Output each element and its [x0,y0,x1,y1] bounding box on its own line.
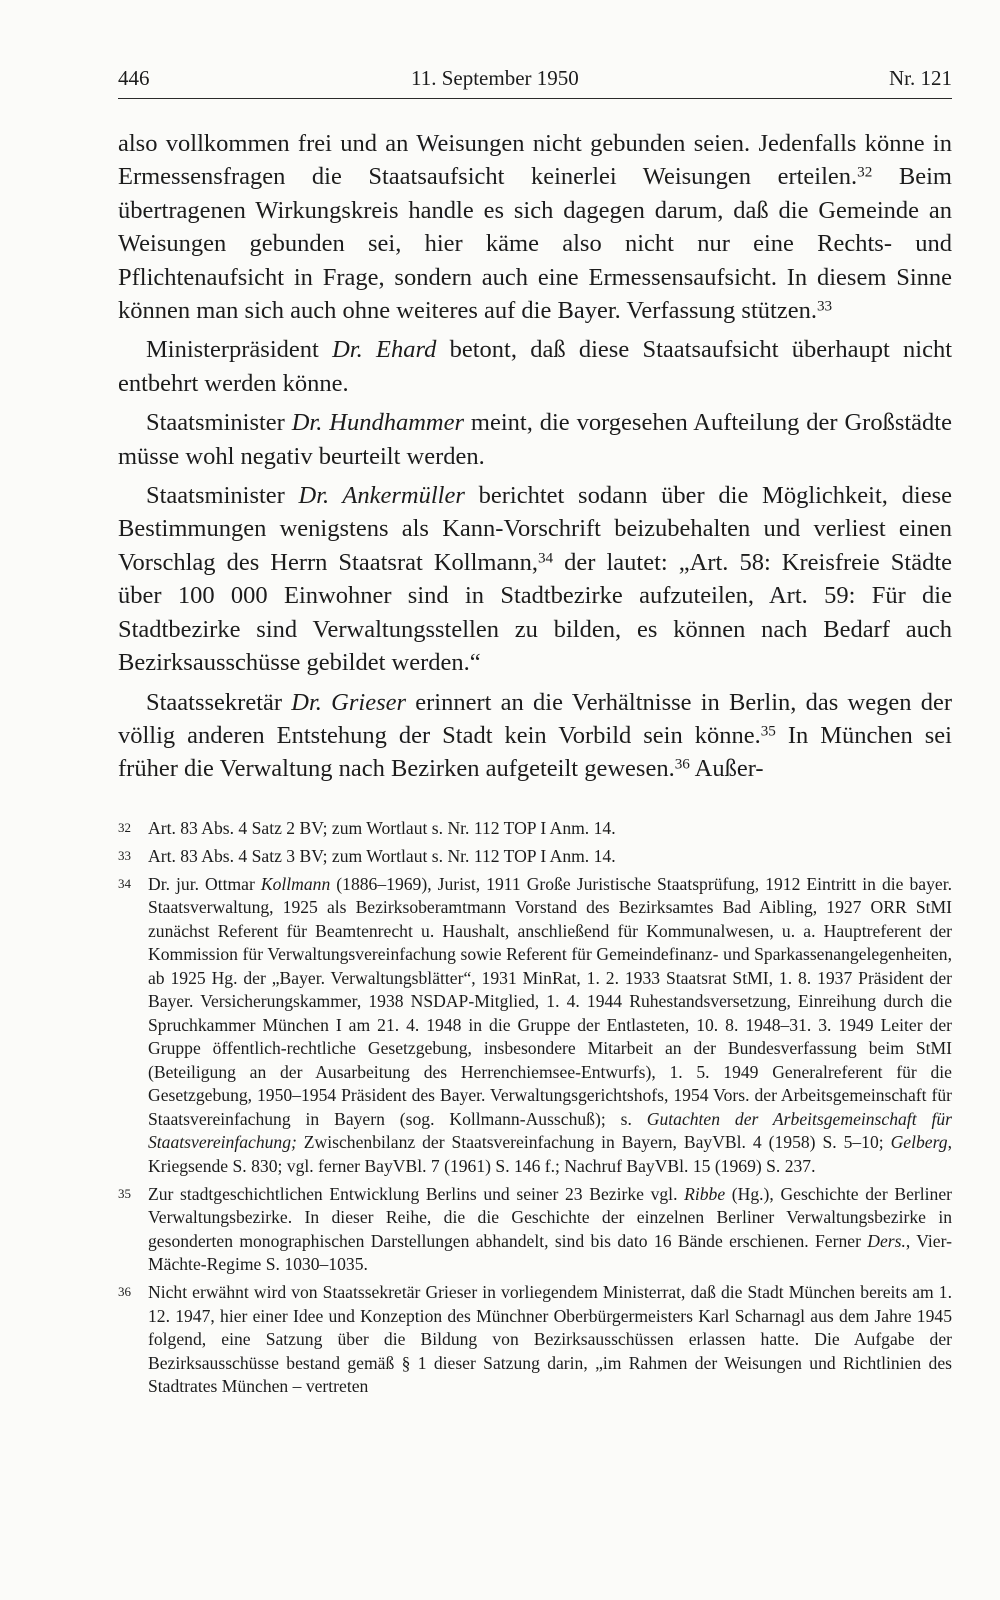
footnote-text: Art. 83 Abs. 4 Satz 3 BV; zum Wortlaut s. Nr. 112 TOP I Anm. 14. [148,845,616,866]
speaker-name: Dr. Grieser [291,688,407,716]
footnote-36 [118,1281,952,1399]
text-run: Beim übertragenen Wirkungskreis handle es sich dagegen darum, daß die Gemeinde an Weisungen gebunden sei, hier käme also nicht nur eine Rechts- und Pflichtenaufsicht in Frage, sondern auch eine Ermessensaufsicht. In diesem Sinne können man sich auch ohne weiteres auf die Bayer. Verfassung stützen. [118,163,952,325]
text-run: berichtet sodann über die Möglichkeit, diese Bestimmungen wenigstens als Kann-Vorschrift beizubehalten und verliest einen Vorschlag des Herrn Staatsrat Kollmann, [118,482,952,576]
text-run: In München sei früher die Verwaltung nach Bezirken aufgeteilt gewesen. [118,721,952,783]
paragraph-1 [118,127,952,327]
paragraph-5 [118,686,952,786]
text-run: meint, die vorgesehen Aufteilung der Großstädte müsse wohl negativ beurteilt werden. [118,409,952,470]
paragraph-2 [118,333,952,400]
footnote-text: , Kriegsende S. 830; vgl. ferner BayVBl. 7 (1961) S. 146 f.; Nachruf BayVBl. 15 (1969) S. 237. [148,1132,952,1176]
footnote-number: 36 [118,1284,131,1300]
document-number: Nr. 121 [889,66,952,90]
footnote-ref-33[interactable]: 33 [816,297,833,315]
publication-title: Gutachten der Arbeitsgemeinschaft für Staatsvereinfachung; [148,1108,953,1153]
text-run: erinnert an die Verhältnisse in Berlin, das wegen der völlig anderen Entstehung der Stadt kein Vorbild sein könne. [118,688,952,749]
footnote-text: Nicht erwähnt wird von Staatssekretär Grieser in vorliegendem Ministerrat, daß die Stadt München bereits am 1. 12. 1947, hier einer Idee und Konzeption des Münchner Oberbürgermeisters Karl Scharnagl aus dem Jahre 1945 folgend, eine Satzung über die Bildung von Bezirksausschüssen erlassen hatte. Die Aufgabe der Bezirksausschüsse bestand gemäß § 1 dieser Satzung darin, „im Rahmen der Weisungen und Richtlinien des Stadtrates München – vertreten [148,1282,952,1397]
footnote-35 [118,1183,952,1277]
footnote-33 [118,845,952,869]
footnote-number: 32 [118,820,131,835]
footnote-ref-32[interactable]: 32 [857,163,873,181]
paragraph-4 [118,479,952,679]
running-header [118,64,952,99]
page [118,64,952,792]
footnote-34 [118,873,952,1179]
text-run: Staatsminister [146,482,299,510]
footnote-ref-35[interactable]: 35 [760,722,776,740]
text-run: Ministerpräsident [146,336,333,364]
footnote-32 [118,817,952,841]
text-run: also vollkommen frei und an Weisungen nicht gebunden seien. Jedenfalls könne in Ermessensfragen die Staatsaufsicht keinerlei Weisungen erteilen. [118,130,952,191]
footnote-text: Zwischenbilanz der Staatsvereinfachung in Bayern, BayVBl. 4 (1958) S. 5–10; [296,1132,891,1153]
footnote-text: Art. 83 Abs. 4 Satz 2 BV; zum Wortlaut s. Nr. 112 TOP I Anm. 14. [148,818,616,838]
footnote-text: , Vier-Mächte-Regime S. 1030–1035. [148,1230,952,1275]
footnote-number: 34 [118,875,131,891]
page-number: 446 [118,66,150,90]
footnote-ref-36[interactable]: 36 [674,755,690,773]
footnote-text: (1886–1969), Jurist, 1911 Große Juristische Staatsprüfung, 1912 Eintritt in die bayer. Staatsverwaltung, 1925 als Bezirksoberamtmann Vorstand des Bezirksamtes Bad Aibling, 1927 ORR StMI zunächst Referent für Beamtenrecht u. Haushalt, anschließend für Kommunalwesen, u. a. Hauptreferent der Kommission für Verwaltungsvereinfachung sowie Referent für Gemeindefinanz- und Sparkassenangelegenheiten, ab 1925 Hg. der „Bayer. Verwaltungsblätter“, 1931 MinRat, 1. 2. 1933 Staatsrat StMI, 1. 8. 1937 Präsident der Bayer. Versicherungskammer, 1938 NSDAP-Mitglied, 1. 4. 1944 Ruhestandsversetzung, Einreihung durch die Spruchkammer München I am 21. 4. 1948 in die Gruppe der Entlasteten, 10. 8. 1948–31. 3. 1949 Leiter der Gruppe öffentlich-rechtliche Gesetzgebung, insbesondere Mitarbeit an der Bundesverfassung beim StMI (Beteiligung an der Ausarbeitung des Herrenchiemsee-Entwurfs), 1. 5. 1949 Generalreferent für die Gesetzgebung, 1950–1954 Präsident des Bayer. Verwaltungsgerichtshofs, 1954 Vors. der Arbeitsgemeinschaft für Staatsvereinfachung in Bayern (sog. Kollmann-Ausschuß); s. [148,873,952,1129]
text-run: Staatsminister [146,409,292,437]
author-abbrev: Ders. [867,1230,906,1251]
text-run: Staatssekretär [146,688,292,716]
speaker-name: Dr. Hundhammer [291,409,465,437]
author-name: Ribbe [684,1183,726,1204]
text-run: der lautet: „Art. 58: Kreisfreie Städte über 100 000 Einwohner sind in Stadtbezirke aufzuteilen, Art. 59: Für die Stadtbezirke sind Verwaltungsstellen zu bilden, es können nach Bedarf auch Bezirksausschüsse gebildet werden.“ [118,548,952,677]
footnote-text: Zur stadtgeschichtlichen Entwicklung Berlins und seiner 23 Bezirke vgl. [148,1183,685,1204]
footnote-number: 35 [118,1185,131,1201]
text-run: betont, daß diese Staatsaufsicht überhaupt nicht entbehrt werden könne. [118,336,953,397]
header-date: 11. September 1950 [411,66,579,90]
speaker-name: Dr. Ehard [332,336,437,364]
footnote-ref-34[interactable]: 34 [537,549,554,567]
speaker-name: Dr. Ankermüller [298,482,465,510]
paragraph-3 [118,406,952,473]
author-name: Gelberg [890,1132,948,1153]
footnote-text: Dr. jur. Ottmar [148,873,261,894]
main-text [118,127,952,786]
footnotes [118,817,952,1403]
text-run: Außer- [689,755,764,783]
footnote-text: (Hg.), Geschichte der Berliner Verwaltungsbezirke. In dieser Reihe, die die Geschichte der einzelnen Berliner Verwaltungsbezirke in gesonderten monographischen Darstellungen abhandelt, sind bis dato 16 Bände erschienen. Ferner [148,1183,952,1251]
person-name: Kollmann [260,873,331,894]
footnote-number: 33 [118,847,131,863]
